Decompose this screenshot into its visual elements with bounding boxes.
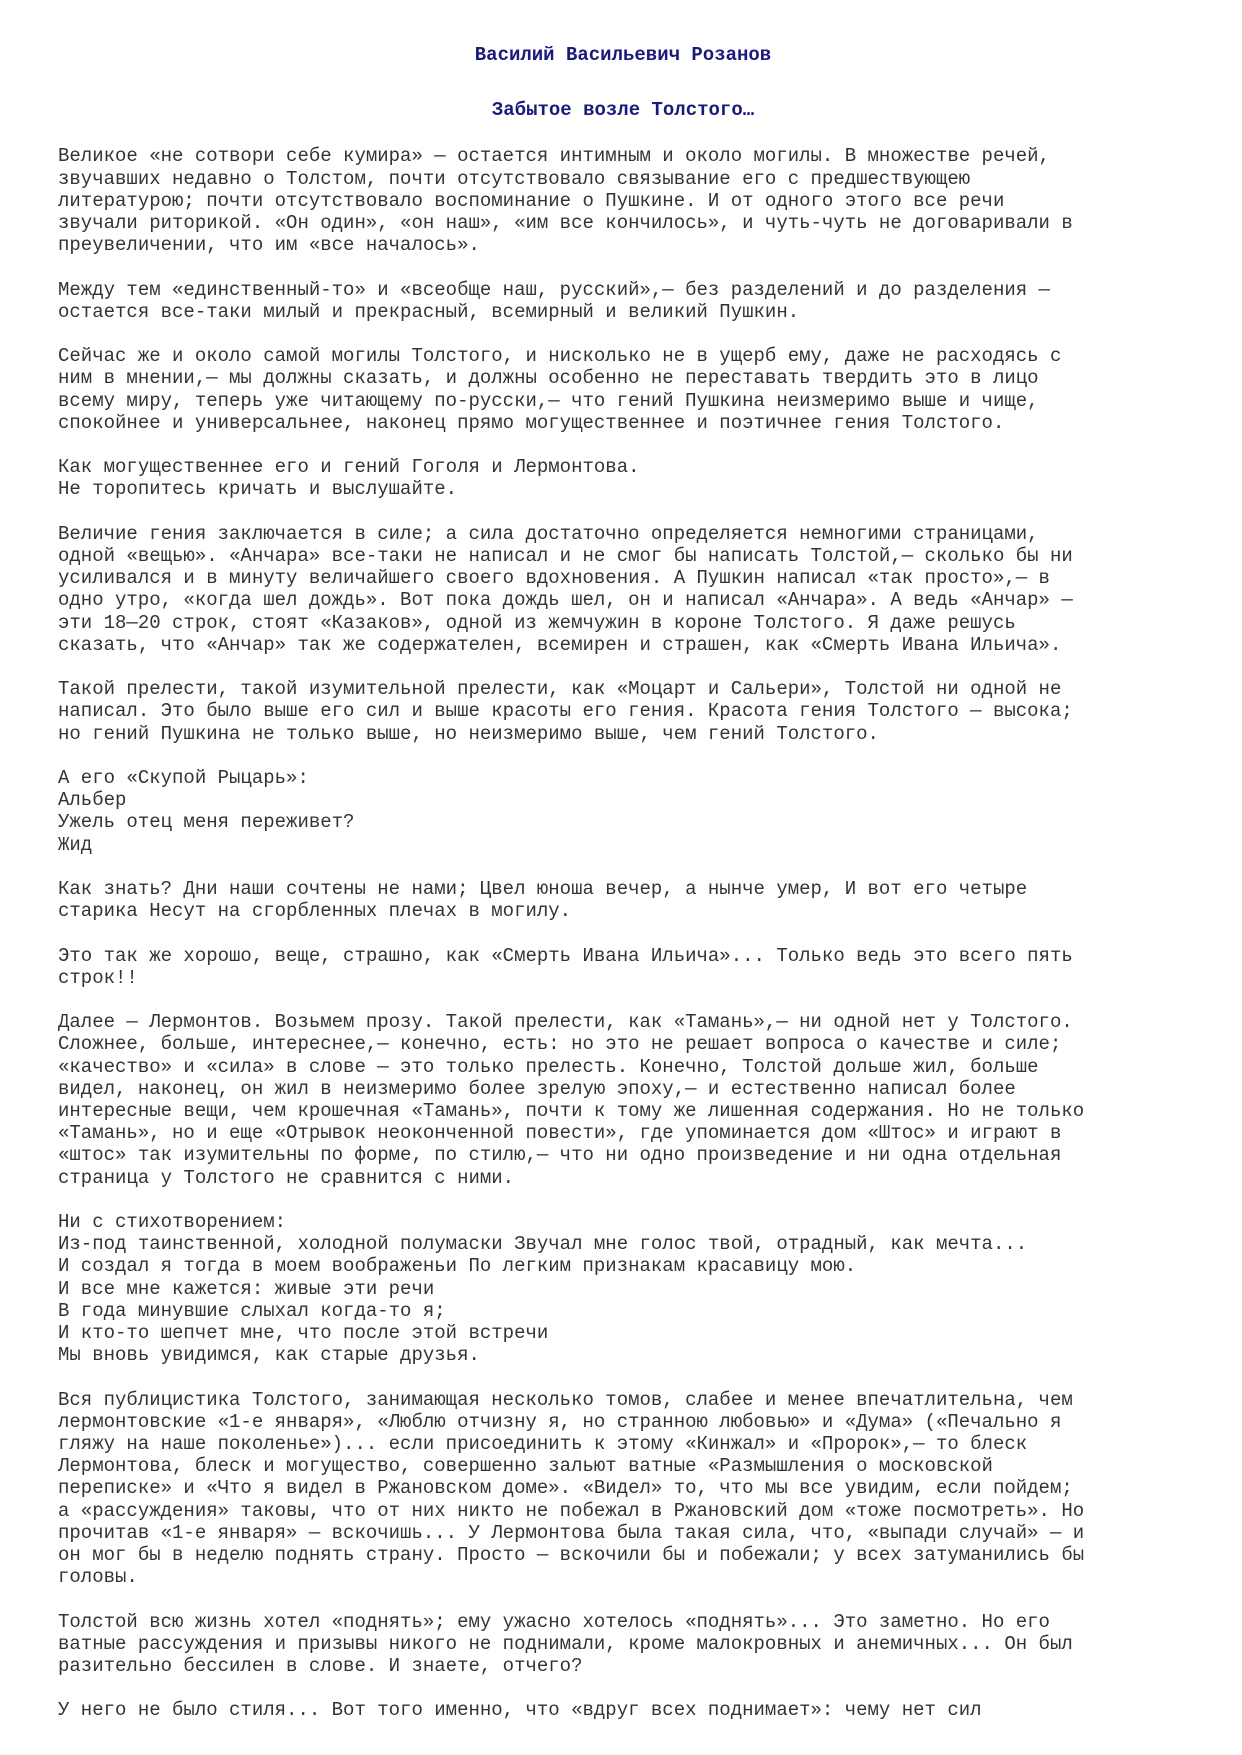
text-line: он мог бы в неделю поднять страну. Просто — вскочили бы и побежали; у всех затуманились бы [58, 1544, 1085, 1567]
text-line: эти 18—20 строк, стоят «Казаков», одной из жемчужин в короне Толстого. Я даже решусь [58, 611, 1016, 634]
text-line: страница у Толстого не сравнится с ними. [58, 1166, 515, 1189]
paragraph [58, 878, 1188, 922]
text-line: Это так же хорошо, веще, страшно, как «Смерть Ивана Ильича»... Только ведь это всего пять [58, 944, 1073, 967]
text-line: Из-под таинственной, холодной полумаски Звучал мне голос твой, отрадный, как мечта... [58, 1233, 1028, 1256]
text-line: Лермонтова, блеск и могущество, совершенно зальют ватные «Размышления о московской [58, 1455, 993, 1478]
text-line: Толстой всю жизнь хотел «поднять»; ему ужасно хотелось «поднять»... Это заметно. Но его [58, 1610, 1050, 1633]
text-line: литературою; почти отсутствовало воспоминание о Пушкине. И от одного этого все речи [58, 189, 1005, 212]
document-body [58, 145, 1188, 1721]
text-line: Такой прелести, такой изумительной прелести, как «Моцарт и Сальери», Толстой ни одной не [58, 678, 1062, 701]
text-line: Между тем «единственный-то» и «всеобще наш, русский»,— без разделений и до разделения — [58, 278, 1050, 301]
text-line: лермонтовские «1-е января», «Люблю отчизну я, но странною любовью» и «Дума» («Печально я [58, 1410, 1062, 1433]
paragraph [58, 1699, 1188, 1721]
text-line: Как знать? Дни наши сочтены не нами; Цвел юноша вечер, а нынче умер, И вот его четыре [58, 878, 1028, 900]
text-line: Ужель отец меня переживет? [58, 811, 355, 834]
paragraph [58, 1389, 1188, 1589]
text-line: В года минувшие слыхал когда-то я; [58, 1299, 446, 1322]
paragraph [58, 945, 1188, 989]
text-line: строк!! [58, 966, 138, 989]
paragraph [58, 1611, 1188, 1678]
text-line: Сейчас же и около самой могилы Толстого, и нисколько не в ущерб ему, даже не расходясь с [58, 345, 1062, 368]
text-line: гляжу на наше поколенье»)... если присоединить к этому «Кинжал» и «Пророк»,— то блеск [58, 1433, 1028, 1456]
text-line: У него не было стиля... Вот того именно, что «вдруг всех поднимает»: чему нет сил [58, 1699, 982, 1722]
text-line: старика Несут на сгорбленных плечах в могилу. [58, 900, 572, 923]
text-line: усиливался и в минуту величайшего своего вдохновения. А Пушкин написал «так просто»,— в [58, 567, 1050, 590]
paragraph [58, 1211, 1188, 1366]
text-line: Как могущественнее его и гений Гоголя и Лермонтова. [58, 456, 640, 479]
document-title: Забытое возле Толстого… [491, 99, 755, 122]
text-line: головы. [58, 1566, 138, 1589]
text-line: Великое «не сотвори себе кумира» — остается интимным и около могилы. В множестве речей, [58, 145, 1050, 168]
text-line: Жид [58, 833, 93, 856]
document-page [58, 44, 1188, 1744]
paragraph [58, 1011, 1188, 1189]
text-line: переписке» и «Что я видел в Ржановском доме». «Видел» то, что мы все увидим, если пойдем; [58, 1477, 1073, 1500]
text-line: а «рассуждения» таковы, что от них никто не побежал в Ржановский дом «тоже посмотреть». Но [58, 1499, 1085, 1522]
text-line: Величие гения заключается в силе; а сила достаточно определяется немногими страницами, [58, 522, 1039, 545]
text-line: И создал я тогда в моем воображеньи По легким признакам красавицу мою. [58, 1255, 857, 1278]
text-line: звучали риторикой. «Он один», «он наш», «им все кончилось», и чуть-чуть не договаривали в [58, 212, 1073, 235]
text-line: ним в мнении,— мы должны сказать, и должны особенно не переставать твердить это в лицо [58, 367, 1039, 390]
text-line: разительно бессилен в слове. И знаете, отчего? [58, 1655, 583, 1678]
text-line: И все мне кажется: живые эти речи [58, 1277, 435, 1300]
paragraph [58, 145, 1188, 256]
text-line: интересные вещи, чем крошечная «Тамань», почти к тому же лишенная содержания. Но не только [58, 1100, 1085, 1122]
text-line: сказать, что «Анчар» так же содержателен, всемирен и страшен, как «Смерть Ивана Ильича». [58, 633, 1062, 656]
paragraph [58, 345, 1188, 434]
text-line: «качество» и «сила» в слове — это только прелесть. Конечно, Толстой дольше жил, больше [58, 1055, 1039, 1078]
text-line: одной «вещью». «Анчара» все-таки не написал и не смог бы написать Толстой,— сколько бы ни [58, 545, 1073, 567]
text-line: Сложнее, больше, интереснее,— конечно, есть: но это не решает вопроса о качестве и силе; [58, 1033, 1062, 1056]
paragraph [58, 523, 1188, 656]
text-line: видел, наконец, он жил в неизмеримо более зрелую эпоху,— и естественно написал более [58, 1077, 1016, 1100]
text-line: написал. Это было выше его сил и выше красоты его гения. Красота гения Толстого — высока; [58, 700, 1073, 723]
text-line: «Тамань», но и еще «Отрывок неоконченной повести», где упоминается дом «Штос» и играют в [58, 1122, 1062, 1145]
text-line: звучавших недавно о Толстом, почти отсутствовало связывание его с предшествующею [58, 167, 971, 190]
paragraph [58, 279, 1188, 323]
text-line: Ни с стихотворением: [58, 1211, 287, 1233]
text-line: И кто-то шепчет мне, что после этой встречи [58, 1322, 549, 1345]
paragraph [58, 767, 1188, 856]
text-line: Далее — Лермонтов. Возьмем прозу. Такой прелести, как «Тамань»,— ни одной нет у Толстого. [58, 1011, 1073, 1034]
text-line: одно утро, «когда шел дождь». Вот пока дождь шел, он и написал «Анчара». А ведь «Анчар» — [58, 589, 1073, 612]
text-line: остается все-таки милый и прекрасный, всемирный и великий Пушкин. [58, 300, 800, 323]
text-line: «штос» так изумительны по форме, по стилю,— что ни одно произведение и ни одна отдельная [58, 1144, 1062, 1167]
text-line: Мы вновь увидимся, как старые друзья. [58, 1344, 480, 1367]
text-line: спокойнее и универсальнее, наконец прямо могущественнее и поэтичнее гения Толстого. [58, 411, 1005, 434]
text-line: преувеличении, что им «все началось». [58, 234, 480, 257]
text-line: всему миру, теперь уже читающему по-русски,— что гений Пушкина неизмеримо выше и чище, [58, 389, 1039, 412]
paragraph [58, 456, 1188, 500]
text-line: А его «Скупой Рыцарь»: [58, 767, 309, 789]
author-heading: Василий Васильевич Розанов [474, 44, 772, 66]
text-line: Не торопитесь кричать и выслушайте. [58, 478, 458, 501]
text-line: но гений Пушкина не только выше, но неизмеримо выше, чем гений Толстого. [58, 722, 879, 745]
text-line: ватные рассуждения и призывы никого не поднимали, кроме малокровных и анемичных... Он был [58, 1632, 1073, 1655]
text-line: Альбер [58, 789, 127, 812]
paragraph [58, 678, 1188, 745]
text-line: Вся публицистика Толстого, занимающая несколько томов, слабее и менее впечатлительна, чем [58, 1388, 1073, 1411]
text-line: прочитав «1-е января» — вскочишь... У Лермонтова была такая сила, что, «выпади случай» — и [58, 1521, 1085, 1544]
